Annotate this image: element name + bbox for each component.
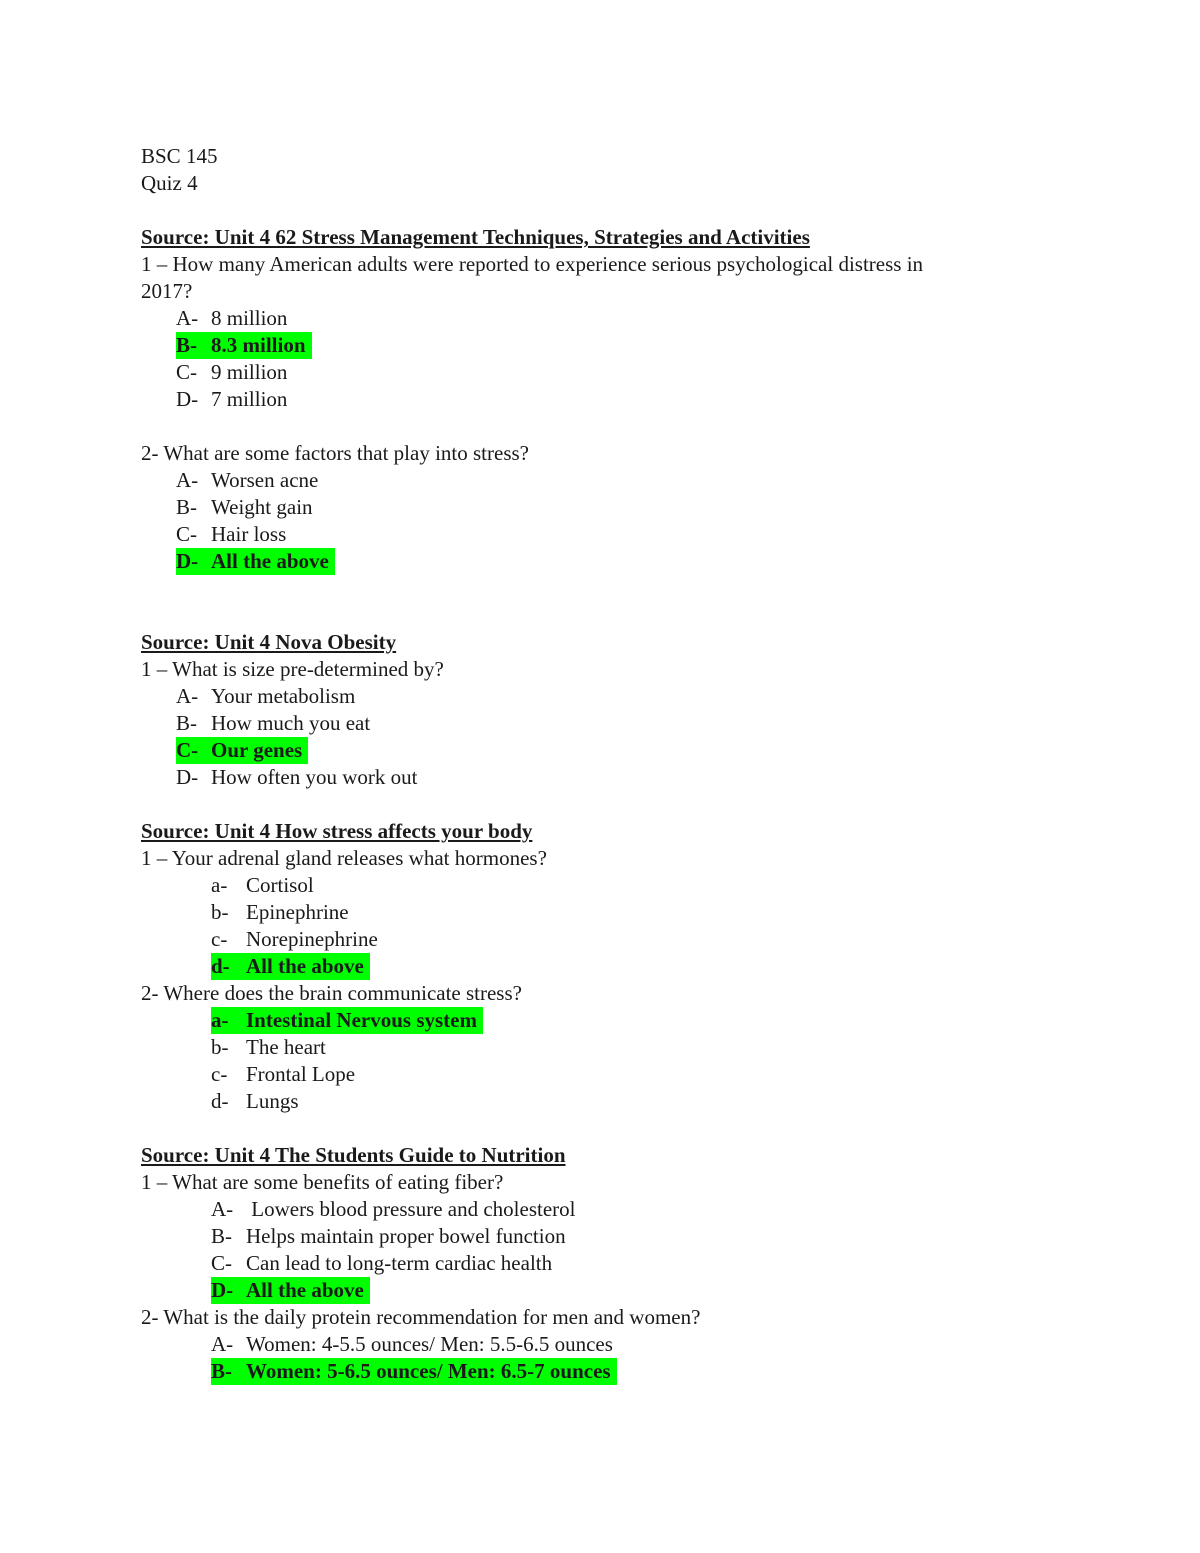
question-text-continued: 2017? — [141, 279, 193, 303]
correct-answer-highlight — [211, 1358, 617, 1385]
option-marker: B- — [176, 711, 197, 735]
option-marker: A- — [176, 684, 199, 708]
answer-option — [141, 926, 1041, 953]
option-marker: C- — [211, 1251, 232, 1275]
option-text: How often you work out — [211, 765, 418, 789]
correct-answer-highlight — [211, 953, 370, 980]
option-text: Worsen acne — [211, 468, 319, 492]
answer-option — [141, 1250, 1041, 1277]
answer-option — [141, 710, 1041, 737]
option-marker: c- — [211, 927, 228, 951]
option-text: 9 million — [211, 360, 288, 384]
option-marker: C- — [176, 360, 197, 384]
option-text: Intestinal Nervous system — [246, 1008, 477, 1032]
correct-answer-highlight — [211, 1277, 370, 1304]
option-marker: A- — [211, 1332, 234, 1356]
option-text: 8 million — [211, 306, 288, 330]
section-heading: Source: Unit 4 The Students Guide to Nutrition — [141, 1143, 566, 1167]
option-marker: D- — [176, 765, 199, 789]
answer-option — [141, 1223, 1041, 1250]
answer-option — [141, 1034, 1041, 1061]
answer-option — [141, 494, 1041, 521]
option-marker: d- — [211, 1089, 229, 1113]
answer-option-correct — [141, 332, 1041, 359]
quiz-title: Quiz 4 — [141, 171, 198, 195]
option-text: 8.3 million — [211, 333, 306, 357]
question-text: 2- What is the daily protein recommendation for men and women? — [141, 1305, 701, 1329]
answer-option — [141, 1061, 1041, 1088]
course-code: BSC 145 — [141, 144, 218, 168]
answer-option — [141, 386, 1041, 413]
document-page — [141, 143, 1041, 1385]
answer-option — [141, 305, 1041, 332]
option-marker: B- — [176, 495, 197, 519]
answer-option — [141, 899, 1041, 926]
correct-answer-highlight — [176, 548, 335, 575]
option-text: How much you eat — [211, 711, 371, 735]
option-marker: C- — [176, 522, 197, 546]
question-text: 2- Where does the brain communicate stress? — [141, 981, 522, 1005]
answer-option — [141, 521, 1041, 548]
option-marker: c- — [211, 1062, 228, 1086]
answer-option-correct — [141, 548, 1041, 575]
option-marker: a- — [211, 1008, 229, 1032]
option-marker: a- — [211, 873, 228, 897]
option-text: Women: 4-5.5 ounces/ Men: 5.5-6.5 ounces — [246, 1332, 613, 1356]
option-marker: b- — [211, 1035, 229, 1059]
question-text: 2- What are some factors that play into stress? — [141, 441, 529, 465]
correct-answer-highlight — [176, 737, 308, 764]
option-text: All the above — [211, 549, 329, 573]
answer-option-correct — [141, 1358, 1041, 1385]
option-text: Your metabolism — [211, 684, 356, 708]
question-text: 1 – What are some benefits of eating fiber? — [141, 1170, 504, 1194]
option-text: All the above — [246, 1278, 364, 1302]
option-text: 7 million — [211, 387, 288, 411]
option-text: Women: 5-6.5 ounces/ Men: 6.5-7 ounces — [246, 1359, 611, 1383]
answer-option — [141, 467, 1041, 494]
option-marker: B- — [211, 1224, 232, 1248]
option-text: The heart — [246, 1035, 326, 1059]
option-text: Hair loss — [211, 522, 287, 546]
option-text: Our genes — [211, 738, 303, 762]
option-marker: D- — [176, 387, 199, 411]
answer-option-correct — [141, 1277, 1041, 1304]
option-text: Lungs — [246, 1089, 299, 1113]
correct-answer-highlight — [176, 332, 312, 359]
section-heading: Source: Unit 4 How stress affects your body — [141, 819, 533, 843]
question-text: 1 – What is size pre-determined by? — [141, 657, 444, 681]
section-heading: Source: Unit 4 Nova Obesity — [141, 630, 397, 654]
option-text: Weight gain — [211, 495, 313, 519]
question-text: 1 – How many American adults were reported to experience serious psychological distress in — [141, 252, 924, 276]
section-heading: Source: Unit 4 62 Stress Management Techniques, Strategies and Activities — [141, 225, 810, 249]
option-marker: b- — [211, 900, 229, 924]
option-text: Norepinephrine — [246, 927, 378, 951]
option-marker: B- — [176, 333, 197, 357]
answer-option — [141, 764, 1041, 791]
answer-option — [141, 1088, 1041, 1115]
answer-option — [141, 683, 1041, 710]
option-marker: A- — [211, 1197, 234, 1221]
option-marker: B- — [211, 1359, 232, 1383]
option-marker: d- — [211, 954, 230, 978]
option-marker: C- — [176, 738, 199, 762]
option-marker: A- — [176, 306, 199, 330]
option-text: Cortisol — [246, 873, 314, 897]
option-text: Epinephrine — [246, 900, 349, 924]
answer-option — [141, 872, 1041, 899]
correct-answer-highlight — [211, 1007, 483, 1034]
option-marker: A- — [176, 468, 199, 492]
answer-option — [141, 359, 1041, 386]
answer-option-correct — [141, 1007, 1041, 1034]
answer-option — [141, 1331, 1041, 1358]
answer-option-correct — [141, 737, 1041, 764]
option-text: Can lead to long-term cardiac health — [246, 1251, 553, 1275]
option-text: Helps maintain proper bowel function — [246, 1224, 566, 1248]
option-text: Frontal Lope — [246, 1062, 356, 1086]
option-marker: D- — [176, 549, 199, 573]
answer-option-correct — [141, 953, 1041, 980]
option-text: All the above — [246, 954, 364, 978]
option-marker: D- — [211, 1278, 234, 1302]
question-text: 1 – Your adrenal gland releases what hormones? — [141, 846, 547, 870]
answer-option — [141, 1196, 1041, 1223]
option-text: Lowers blood pressure and cholesterol — [246, 1197, 576, 1221]
